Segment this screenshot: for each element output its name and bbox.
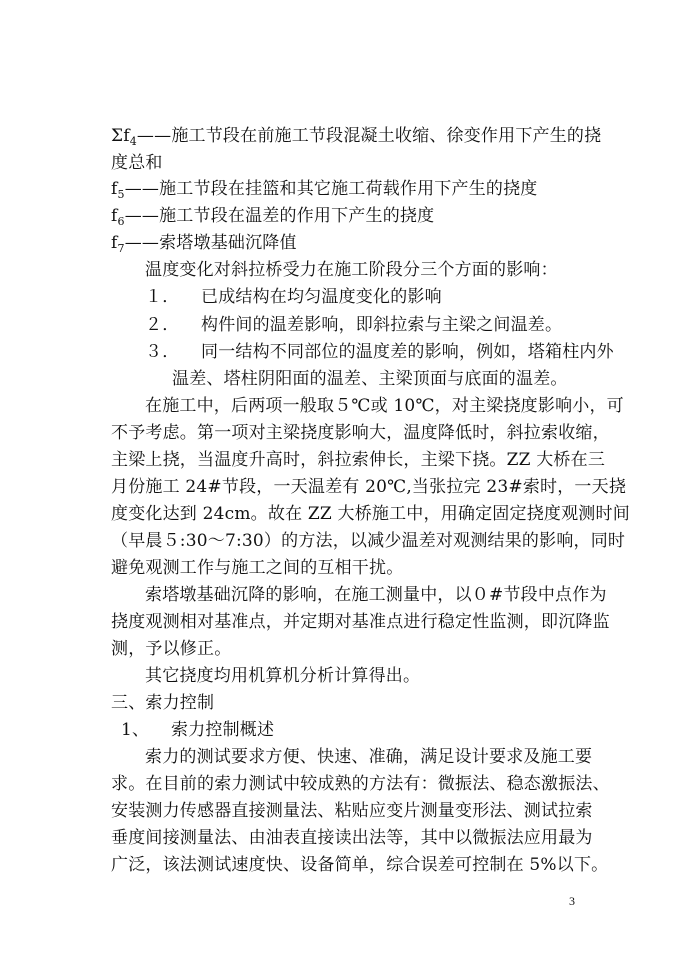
subsection-heading xyxy=(121,718,274,742)
definition-text: ——施工节段在前施工节段混凝土收缩、徐变作用下产生的挠 xyxy=(136,126,602,146)
list-item xyxy=(145,285,442,309)
definition-f4 xyxy=(111,124,601,154)
paragraph-line: 避免观测工作与施工之间的互相干扰。 xyxy=(111,558,404,578)
paragraph-line: （早晨５:30～7:30）的方法，以减少温差对观测结果的影响，同时 xyxy=(111,531,626,551)
list-item-number: １． xyxy=(145,287,180,307)
definition-text: ——施工节段在挂篮和其它施工荷载作用下产生的挠度 xyxy=(124,179,538,199)
list-item-text: 同一结构不同部位的温度差的影响，例如，塔箱柱内外 xyxy=(201,342,614,362)
list-item-text: 构件间的温差影响，即斜拉索与主梁之间温差。 xyxy=(201,315,563,335)
subsection-number: 1、 xyxy=(121,720,150,740)
list-item-continuation: 温差、塔柱阴阳面的温差、主梁顶面与底面的温差。 xyxy=(172,369,568,389)
paragraph-line: 主梁上挠，当温度升高时，斜拉索伸长，主梁下挠。ZZ 大桥在三 xyxy=(111,450,606,470)
paragraph-line: 挠度观测相对基准点，并定期对基准点进行稳定性监测，即沉降监 xyxy=(111,612,610,632)
list-item xyxy=(145,340,614,364)
paragraph-line: 求。在目前的索力测试中较成熟的方法有：微振法、稳态激振法、 xyxy=(111,774,610,794)
definition-f5 xyxy=(111,177,538,207)
paragraph-line: 垂度间接测量法、由油表直接读出法等，其中以微振法应用最为 xyxy=(111,828,593,848)
definition-f6 xyxy=(111,204,434,234)
definition-symbol: f xyxy=(111,179,118,199)
list-item xyxy=(145,313,562,337)
list-item-number: ３． xyxy=(145,342,180,362)
section-heading: 三、索力控制 xyxy=(111,693,215,713)
definition-symbol: f xyxy=(111,233,118,253)
paragraph-line: 安装测力传感器直接测量法、粘贴应变片测量变形法、测试拉索 xyxy=(111,801,593,821)
temperature-intro: 温度变化对斜拉桥受力在施工阶段分三个方面的影响： xyxy=(145,260,558,280)
paragraph-line: 在施工中，后两项一般取５℃或 10℃，对主梁挠度影响小，可 xyxy=(145,396,624,416)
definition-symbol: Σf xyxy=(111,126,130,146)
paragraph-line: 索塔墩基础沉降的影响，在施工测量中，以０#节段中点作为 xyxy=(145,585,607,605)
definition-symbol: f xyxy=(111,206,118,226)
definition-subscript: 7 xyxy=(117,242,125,255)
definition-subscript: 4 xyxy=(129,135,137,148)
paragraph-line: 广泛，该法测试速度快、设备简单，综合误差可控制在 5%以下。 xyxy=(111,855,609,875)
paragraph-line: 测，予以修正。 xyxy=(111,639,232,659)
paragraph-line: 度变化达到 24cm。故在 ZZ 大桥施工中，用确定固定挠度观测时间 xyxy=(111,504,630,524)
page-number: 3 xyxy=(569,894,575,908)
paragraph-line: 不予考虑。第一项对主梁挠度影响大，温度降低时，斜拉索收缩， xyxy=(111,423,610,443)
definition-subscript: 5 xyxy=(117,188,125,201)
definition-subscript: 6 xyxy=(117,215,125,228)
paragraph-line: 其它挠度均用机算机分析计算得出。 xyxy=(145,666,421,686)
subsection-title: 索力控制概述 xyxy=(171,720,275,740)
list-item-number: ２． xyxy=(145,315,180,335)
definition-f4-continuation xyxy=(111,151,163,175)
definition-text: ——施工节段在温差的作用下产生的挠度 xyxy=(124,206,435,226)
list-item-text: 已成结构在均匀温度变化的影响 xyxy=(201,287,442,307)
definition-text: ——索塔墩基础沉降值 xyxy=(124,233,297,253)
definition-f7 xyxy=(111,231,297,261)
definition-text: 度总和 xyxy=(111,153,163,173)
paragraph-line: 月份施工 24#节段，一天温差有 20℃,当张拉完 23#索时，一天挠 xyxy=(111,477,627,497)
paragraph-line: 索力的测试要求方便、快速、准确，满足设计要求及施工要 xyxy=(145,747,593,767)
